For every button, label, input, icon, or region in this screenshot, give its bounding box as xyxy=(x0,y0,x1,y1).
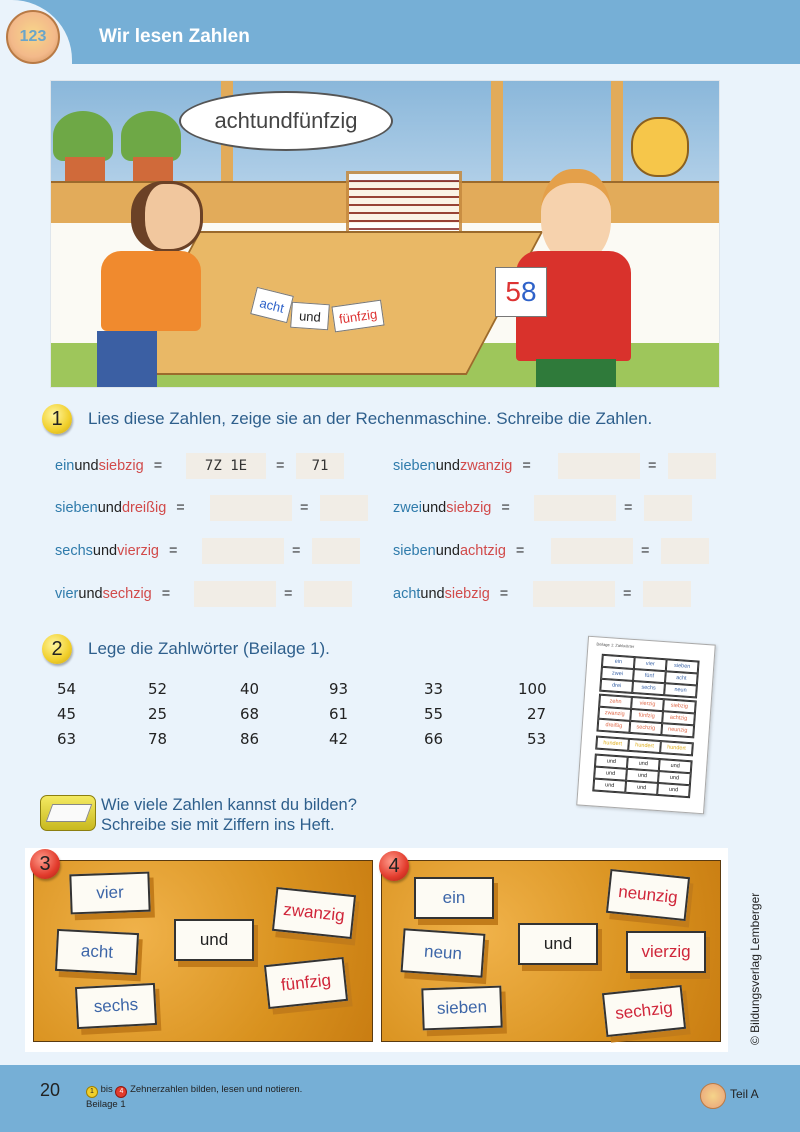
equals-sign xyxy=(276,453,284,479)
equals-sign: = xyxy=(501,500,510,516)
equation-row xyxy=(393,453,531,479)
boy-head xyxy=(541,169,611,263)
unit-word: sechs xyxy=(55,543,93,559)
und-word: und xyxy=(435,458,460,474)
equals-sign xyxy=(300,495,308,521)
equation-row xyxy=(393,538,524,564)
equals-text: = xyxy=(300,500,309,516)
cell: neun xyxy=(664,683,697,697)
answer-box-place-value[interactable] xyxy=(202,538,284,564)
speech-bubble xyxy=(179,91,393,151)
equals-sign xyxy=(284,581,292,607)
badge-red-icon: 4 xyxy=(115,1086,127,1098)
equals-text: = xyxy=(276,458,285,474)
footer-supplement: Beilage 1 xyxy=(86,1099,126,1110)
equation-row xyxy=(55,538,177,564)
cell: neunzig xyxy=(661,723,694,737)
unit-word: ein xyxy=(55,458,75,474)
cell: ein xyxy=(602,655,635,669)
answer-box-number[interactable] xyxy=(661,538,709,564)
word-tile[interactable]: und xyxy=(518,923,598,965)
footer-note xyxy=(86,1083,302,1111)
number: 52 xyxy=(148,680,168,698)
task-badge-2: 2 xyxy=(42,634,72,664)
number: 68 xyxy=(240,705,260,723)
word-card-fuenfzig: fünfzig xyxy=(331,300,384,333)
cell: und xyxy=(657,783,690,797)
unit-word: zwei xyxy=(393,500,423,516)
answer-box-place-value[interactable] xyxy=(551,538,633,564)
task3-board xyxy=(33,860,373,1042)
number: 27 xyxy=(527,705,547,723)
copyright-notice: © Bildungsverlag Lemberger xyxy=(748,892,762,1045)
number: 54 xyxy=(57,680,77,698)
page-number: 20 xyxy=(40,1080,61,1100)
tiger-logo-small-icon xyxy=(700,1083,726,1109)
girl-shirt xyxy=(101,251,201,331)
task-badge-3: 3 xyxy=(30,849,60,879)
equals-sign: = xyxy=(499,586,509,602)
word-tile[interactable]: neunzig xyxy=(606,869,690,921)
equals-sign: = xyxy=(176,500,185,516)
unit-word: sieben xyxy=(55,500,98,516)
number: 78 xyxy=(148,730,168,748)
task-badge-1: 1 xyxy=(42,404,72,434)
cell: dreißig xyxy=(597,719,630,733)
classroom-illustration xyxy=(50,80,720,388)
number: 55 xyxy=(424,705,444,723)
equation-row xyxy=(55,495,185,521)
equals-sign xyxy=(292,538,300,564)
boy-pants xyxy=(536,359,616,388)
number: 33 xyxy=(424,680,444,698)
word-tile[interactable]: sechzig xyxy=(602,985,686,1037)
cell: siebzig xyxy=(663,699,696,713)
equation-row xyxy=(55,453,162,479)
number: 25 xyxy=(148,705,168,723)
word-tile[interactable]: und xyxy=(174,919,254,961)
unit-word: sieben xyxy=(393,458,436,474)
tens-word: zwanzig xyxy=(459,458,513,474)
notebook-icon xyxy=(40,795,96,831)
word-tile[interactable]: ein xyxy=(414,877,494,919)
cell: und xyxy=(593,779,626,793)
equals-text: = xyxy=(292,543,301,559)
cell: fünfzig xyxy=(630,709,663,723)
bis-text: bis xyxy=(100,1084,113,1095)
task1-instruction: Lies diese Zahlen, zeige sie an der Rechenmaschine. Schreibe die Zahlen. xyxy=(88,409,653,428)
footer-note-text: Zehnerzahlen bilden, lesen und notieren. xyxy=(130,1084,303,1095)
equals-text: = xyxy=(623,586,632,602)
answer-box-number[interactable] xyxy=(312,538,360,564)
equals-sign xyxy=(641,538,649,564)
answer-box-place-value[interactable] xyxy=(534,495,616,521)
tens-word: vierzig xyxy=(117,543,159,559)
cell: acht xyxy=(665,671,698,685)
answer-box-place-value[interactable]: 7Z 1E xyxy=(186,453,266,479)
footer-note-line xyxy=(86,1083,302,1098)
answer-box-number[interactable] xyxy=(644,495,692,521)
tens-word: dreißig xyxy=(121,500,167,516)
cell: vier xyxy=(634,657,667,671)
cell: hundert xyxy=(660,741,693,755)
part-label: Teil A xyxy=(730,1087,759,1101)
cell: zwanzig xyxy=(598,707,631,721)
word-tile[interactable]: sieben xyxy=(421,986,502,1031)
number: 40 xyxy=(240,680,260,698)
logo-text: 123 xyxy=(19,28,47,45)
und-word: und xyxy=(422,500,447,516)
number: 100 xyxy=(518,680,547,698)
und-word: und xyxy=(92,543,118,559)
answer-box-number[interactable] xyxy=(668,453,716,479)
cell: und xyxy=(627,757,660,771)
tens-word: siebzig xyxy=(446,500,492,516)
number: 63 xyxy=(57,730,77,748)
word-tile[interactable]: zwanzig xyxy=(272,887,356,939)
number: 53 xyxy=(527,730,547,748)
equals-text: = xyxy=(284,586,293,602)
equals-text: = xyxy=(648,458,657,474)
task4-board xyxy=(381,860,721,1042)
tens-word: siebzig xyxy=(444,586,490,602)
unit-word: vier xyxy=(55,586,79,602)
hundreds-grid xyxy=(595,736,694,757)
answer-box-number[interactable]: 71 xyxy=(296,453,344,479)
equals-sign: = xyxy=(515,543,525,559)
cell: hundert xyxy=(596,737,629,751)
answer-box-number[interactable] xyxy=(643,581,691,607)
tens-digit: 5 xyxy=(505,276,521,307)
unit-word: acht xyxy=(393,586,421,602)
hint-line-2: Schreibe sie mit Ziffern ins Heft. xyxy=(101,816,335,834)
number: 93 xyxy=(329,680,349,698)
und-word: und xyxy=(74,458,99,474)
answer-box-place-value[interactable] xyxy=(210,495,292,521)
cell: und xyxy=(594,767,627,781)
tens-word: sechzig xyxy=(102,586,152,602)
cell: fünf xyxy=(633,669,666,683)
units-grid xyxy=(599,654,699,699)
answer-box-number[interactable] xyxy=(320,495,368,521)
sheet-title: Beilage 1: Zahlwörter xyxy=(596,641,635,649)
hint-line-1: Wie viele Zahlen kannst du bilden? xyxy=(101,796,357,814)
girl-figure xyxy=(91,181,211,381)
tens-word: achtzig xyxy=(459,543,506,559)
number-card xyxy=(495,267,547,317)
word-tile[interactable]: neun xyxy=(401,928,486,978)
ones-digit: 8 xyxy=(521,276,537,307)
word-tile[interactable]: fünfzig xyxy=(264,957,348,1009)
number: 42 xyxy=(329,730,349,748)
word-tile[interactable]: sechs xyxy=(75,983,157,1029)
equals-text: = xyxy=(641,543,650,559)
plant-leaves xyxy=(53,111,113,161)
word-tile[interactable]: vier xyxy=(69,872,150,915)
task-badge-4: 4 xyxy=(379,851,409,881)
equals-sign: = xyxy=(153,458,163,474)
und-word: und xyxy=(78,586,103,602)
cell: und xyxy=(626,769,659,783)
equals-sign xyxy=(624,495,632,521)
cell: achtzig xyxy=(662,711,695,725)
cell: und xyxy=(595,755,628,769)
cell: zwei xyxy=(601,667,634,681)
cell: zehn xyxy=(599,695,632,709)
notebook-hint xyxy=(101,795,357,835)
badge-yellow-icon: 1 xyxy=(86,1086,98,1098)
tiger-toy-icon xyxy=(631,117,689,177)
page-title: Wir lesen Zahlen xyxy=(99,26,250,47)
cell: sieben xyxy=(666,659,699,673)
cell: vierzig xyxy=(631,697,664,711)
number: 86 xyxy=(240,730,260,748)
equals-sign: = xyxy=(161,586,171,602)
speech-text: achtundfünfzig xyxy=(214,108,358,133)
number: 61 xyxy=(329,705,349,723)
number: 66 xyxy=(424,730,444,748)
equation-row xyxy=(393,581,508,607)
cell: hundert xyxy=(628,739,661,753)
und-word: und xyxy=(420,586,445,602)
answer-box-number[interactable] xyxy=(304,581,352,607)
supplement-sheet-thumbnail xyxy=(576,636,716,815)
cell: sechzig xyxy=(629,721,662,735)
equals-sign: = xyxy=(522,458,531,474)
cell: sechs xyxy=(632,681,665,695)
und-word: und xyxy=(97,500,122,516)
equation-row xyxy=(55,581,170,607)
answer-box-place-value[interactable] xyxy=(558,453,640,479)
tens-word: siebzig xyxy=(98,458,144,474)
cell: und xyxy=(658,771,691,785)
answer-box-place-value[interactable] xyxy=(194,581,276,607)
und-grid xyxy=(592,754,692,799)
word-card-acht: acht xyxy=(250,287,294,323)
unit-word: sieben xyxy=(393,543,436,559)
word-tile[interactable]: vierzig xyxy=(626,931,706,973)
word-card-und: und xyxy=(290,302,330,331)
girl-head xyxy=(131,181,203,252)
task2-instruction: Lege die Zahlwörter (Beilage 1). xyxy=(88,639,330,658)
word-tile[interactable]: acht xyxy=(55,929,139,975)
equals-sign: = xyxy=(169,543,178,559)
equals-sign xyxy=(648,453,656,479)
tiger-logo-icon xyxy=(6,10,60,64)
cell: und xyxy=(625,781,658,795)
answer-box-place-value[interactable] xyxy=(533,581,615,607)
cell: und xyxy=(659,759,692,773)
und-word: und xyxy=(435,543,460,559)
girl-jeans xyxy=(97,331,157,388)
equation-row xyxy=(393,495,510,521)
plant-leaves xyxy=(121,111,181,161)
cell: drei xyxy=(600,679,633,693)
number: 45 xyxy=(57,705,77,723)
tens-grid xyxy=(596,694,696,739)
equals-text: = xyxy=(624,500,633,516)
equals-sign xyxy=(623,581,631,607)
